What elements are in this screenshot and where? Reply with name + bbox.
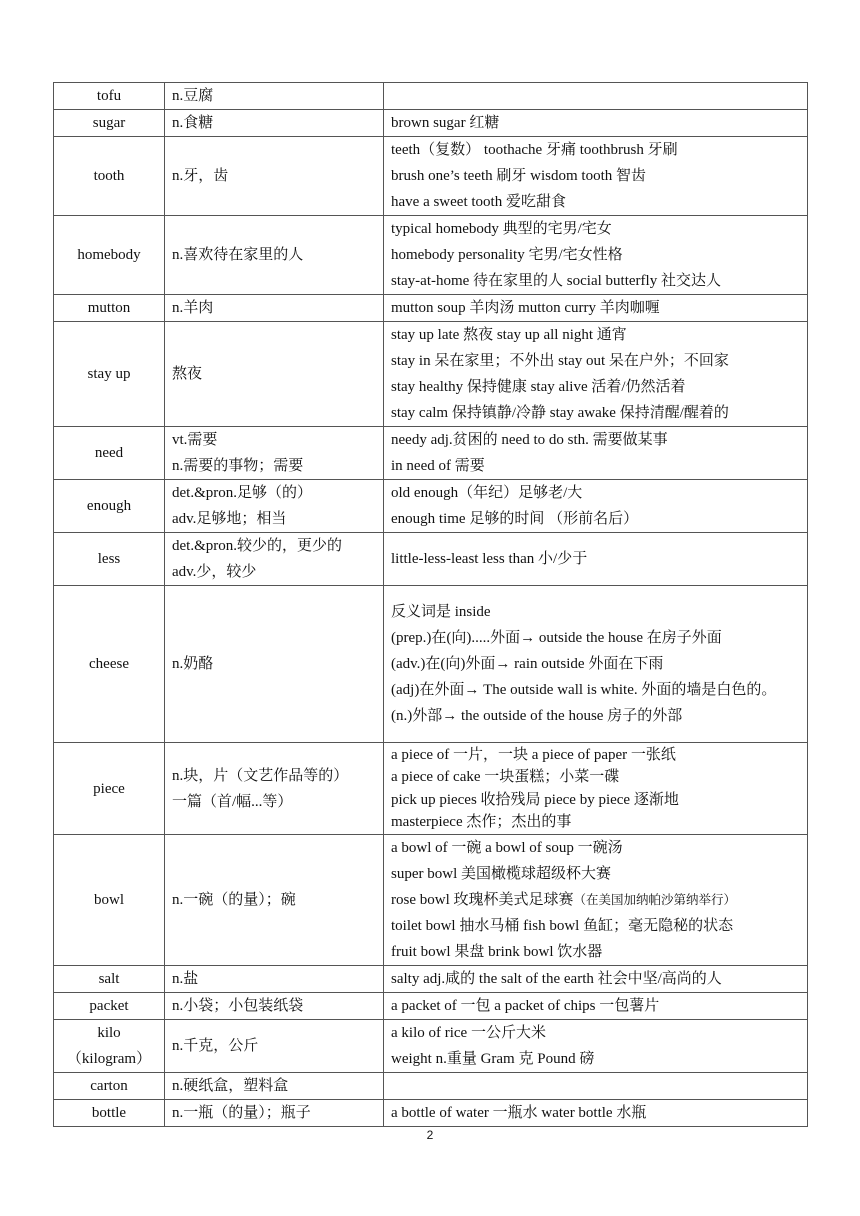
note-line: a bowl of 一碗 a bowl of soup 一碗汤	[391, 840, 623, 856]
note-line: needy adj.贫困的 need to do sth. 需要做某事	[391, 432, 668, 448]
note-line: teeth（复数） toothache 牙痛 toothbrush 牙刷	[391, 142, 678, 158]
notes-cell	[384, 427, 808, 480]
notes-cell	[384, 1020, 808, 1073]
pos-cell	[165, 533, 384, 586]
note-line: pick up pieces 收拾残局 piece by piece 逐渐地	[391, 791, 679, 808]
pos-line: n.羊肉	[172, 300, 214, 316]
word-cell: sugar	[54, 110, 165, 137]
note-line: super bowl 美国橄榄球超级杯大赛	[391, 866, 611, 882]
pos-cell	[165, 137, 384, 216]
notes-cell	[384, 480, 808, 533]
note-line: brush one’s teeth 刷牙 wisdom tooth 智齿	[391, 168, 646, 184]
word-cell: salt	[54, 966, 165, 993]
word-line: kilo	[97, 1025, 121, 1041]
note-line: stay-at-home 待在家里的人 social butterfly 社交达人	[391, 273, 721, 289]
note-line: 反义词是 inside	[391, 604, 491, 620]
pos-line: n.牙，齿	[172, 168, 229, 184]
pos-line: n.一瓶（的量）；瓶子	[172, 1105, 311, 1121]
note-line: fruit bowl 果盘 brink bowl 饮水器	[391, 944, 603, 960]
pos-line: n.豆腐	[172, 88, 214, 104]
table-row	[54, 1020, 808, 1073]
pos-line: det.&pron.足够（的）	[172, 485, 312, 501]
pos-line: n.块，片（文艺作品等的）	[172, 767, 349, 784]
pos-line: n.喜欢待在家里的人	[172, 247, 304, 263]
note-line: a piece of cake 一块蛋糕；小菜一碟	[391, 769, 620, 785]
notes-cell	[384, 1073, 808, 1100]
pos-cell	[165, 1020, 384, 1073]
note-line: salty adj.咸的 the salt of the earth 社会中坚/高尚的人	[391, 971, 722, 987]
table-row	[54, 427, 808, 480]
word-cell: packet	[54, 993, 165, 1020]
note-line: (n.)外部→ the outside of the house 房子的外部	[391, 708, 683, 724]
table-row	[54, 993, 808, 1020]
word-cell: bottle	[54, 1100, 165, 1127]
note-line: mutton soup 羊肉汤 mutton curry 羊肉咖喱	[391, 300, 660, 316]
word-cell: homebody	[54, 216, 165, 295]
pos-cell	[165, 1073, 384, 1100]
notes-cell	[384, 216, 808, 295]
table-row	[54, 966, 808, 993]
page-number: 2	[426, 1128, 434, 1142]
pos-cell	[165, 966, 384, 993]
notes-cell	[384, 137, 808, 216]
note-line: (adv.)在(向)外面→ rain outside 外面在下雨	[391, 656, 664, 672]
table-row	[54, 835, 808, 966]
note-line: a bottle of water 一瓶水 water bottle 水瓶	[391, 1105, 647, 1121]
note-line: a piece of 一片，一块 a piece of paper 一张纸	[391, 746, 676, 763]
note-line: homebody personality 宅男/宅女性格	[391, 247, 623, 263]
pos-cell	[165, 216, 384, 295]
pos-cell	[165, 586, 384, 743]
notes-cell	[384, 110, 808, 137]
note-line: have a sweet tooth 爱吃甜食	[391, 194, 566, 210]
notes-cell	[384, 966, 808, 993]
note-line: weight n.重量 Gram 克 Pound 磅	[391, 1051, 595, 1067]
note-line: masterpiece 杰作；杰出的事	[391, 814, 572, 830]
word-cell: cheese	[54, 586, 165, 743]
pos-cell	[165, 480, 384, 533]
note-line: stay up late 熬夜 stay up all night 通宵	[391, 327, 627, 343]
word-cell: mutton	[54, 295, 165, 322]
note-line: (prep.)在(向).....外面→ outside the house 在房子外面	[391, 630, 722, 646]
note-line: a packet of 一包 a packet of chips 一包薯片	[391, 998, 660, 1014]
notes-cell	[384, 743, 808, 835]
note-line: brown sugar 红糖	[391, 115, 500, 131]
pos-line: adv.足够地；相当	[172, 511, 287, 527]
word-cell: carton	[54, 1073, 165, 1100]
pos-line: n.需要的事物；需要	[172, 458, 304, 474]
pos-cell	[165, 295, 384, 322]
note-line: (adj)在外面→ The outside wall is white. 外面的墙是白色的。	[391, 682, 777, 698]
pos-line: n.小袋；小包装纸袋	[172, 998, 304, 1014]
pos-line: n.硬纸盒，塑料盒	[172, 1078, 289, 1094]
notes-cell	[384, 322, 808, 427]
word-cell: tooth	[54, 137, 165, 216]
table-row	[54, 533, 808, 586]
notes-cell	[384, 993, 808, 1020]
notes-cell	[384, 533, 808, 586]
pos-line: adv.少，较少	[172, 564, 257, 580]
note-line: stay healthy 保持健康 stay alive 活着/仍然活着	[391, 379, 686, 395]
pos-line: 熬夜	[172, 366, 203, 382]
table-row	[54, 480, 808, 533]
word-cell: tofu	[54, 83, 165, 110]
pos-line: det.&pron.较少的，更少的	[172, 538, 342, 554]
pos-cell	[165, 110, 384, 137]
word-cell: bowl	[54, 835, 165, 966]
note-line: toilet bowl 抽水马桶 fish bowl 鱼缸；毫无隐秘的状态	[391, 918, 734, 934]
pos-line: n.一碗（的量）；碗	[172, 892, 296, 908]
table-row	[54, 110, 808, 137]
note-line: stay in 呆在家里；不外出 stay out 呆在户外；不回家	[391, 353, 729, 369]
notes-cell	[384, 295, 808, 322]
pos-cell	[165, 83, 384, 110]
word-cell: piece	[54, 743, 165, 835]
note-line	[391, 887, 800, 913]
pos-cell	[165, 835, 384, 966]
pos-line: n.奶酪	[172, 656, 214, 672]
word-cell: stay up	[54, 322, 165, 427]
note-line: enough time 足够的时间 （形前名后）	[391, 511, 639, 527]
word-sub-line: （kilogram）	[66, 1051, 152, 1067]
note-line: a kilo of rice 一公斤大米	[391, 1025, 546, 1041]
table-row	[54, 1100, 808, 1127]
pos-cell	[165, 322, 384, 427]
notes-cell	[384, 1100, 808, 1127]
table-row	[54, 743, 808, 835]
note-line: old enough（年纪）足够老/大	[391, 485, 583, 501]
pos-cell	[165, 427, 384, 480]
word-cell: enough	[54, 480, 165, 533]
pos-cell	[165, 743, 384, 835]
word-cell	[54, 1020, 165, 1073]
table-row	[54, 322, 808, 427]
table-row	[54, 216, 808, 295]
table-row	[54, 586, 808, 743]
pos-line: n.盐	[172, 971, 199, 987]
table-row	[54, 295, 808, 322]
pos-line: 一篇（首/幅...等）	[172, 793, 293, 810]
pos-cell	[165, 993, 384, 1020]
note-line: in need of 需要	[391, 458, 485, 474]
note-line: stay calm 保持镇静/冷静 stay awake 保持清醒/醒着的	[391, 405, 729, 421]
notes-cell	[384, 835, 808, 966]
note-small-text: （在美国加纳帕沙第纳举行）	[573, 893, 737, 907]
vocabulary-table	[53, 82, 808, 1127]
pos-line: n.千克，公斤	[172, 1038, 259, 1054]
word-cell: less	[54, 533, 165, 586]
note-line: typical homebody 典型的宅男/宅女	[391, 221, 612, 237]
notes-cell	[384, 586, 808, 743]
table-row	[54, 83, 808, 110]
pos-line: n.食糖	[172, 115, 214, 131]
note-text: rose bowl 玫瑰杯美式足球赛	[391, 892, 574, 908]
notes-cell	[384, 83, 808, 110]
table-row	[54, 137, 808, 216]
note-line: little-less-least less than 小/少于	[391, 551, 588, 567]
word-cell: need	[54, 427, 165, 480]
pos-cell	[165, 1100, 384, 1127]
pos-line: vt.需要	[172, 432, 218, 448]
table-row	[54, 1073, 808, 1100]
